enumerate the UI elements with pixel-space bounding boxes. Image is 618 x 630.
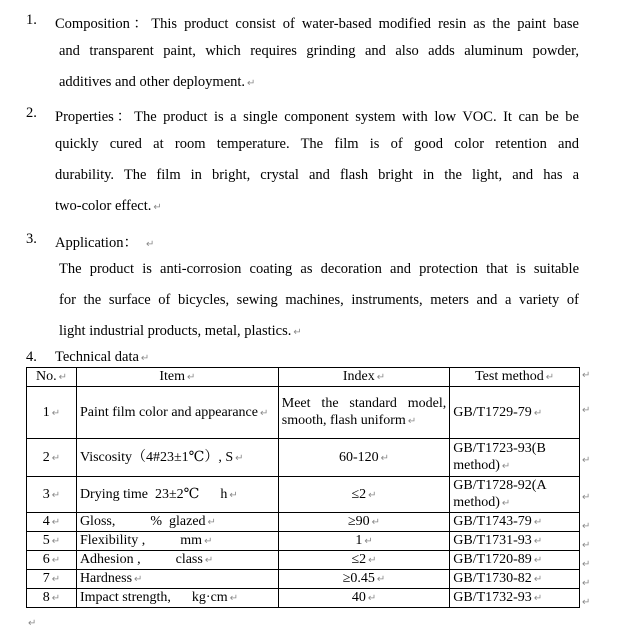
paragraph-line: Technical data ↵	[55, 349, 150, 365]
cell-mark-icon: ↵	[533, 574, 543, 585]
header-item: Item ↵	[76, 368, 278, 387]
cell-index: ≤2 ↵	[278, 477, 449, 513]
cell-mark-icon: ↵	[533, 593, 543, 604]
cell-no: 8 ↵	[27, 589, 77, 608]
cell-index: 1 ↵	[278, 532, 449, 551]
table-row	[27, 551, 580, 570]
cell-mark-icon: ↵	[51, 574, 61, 585]
row-end-mark-icon: ↵	[582, 405, 591, 416]
cell-no: 7 ↵	[27, 570, 77, 589]
cell-mark-icon: ↵	[533, 536, 543, 547]
cell-item: Flexibility , mm ↵	[76, 532, 278, 551]
cell-mark-icon: ↵	[407, 416, 417, 427]
cell-mark-icon: ↵	[368, 555, 377, 566]
cell-mark-icon: ↵	[371, 517, 381, 528]
cell-mark-icon: ↵	[376, 372, 386, 383]
cell-test-method: GB/T1731-93 ↵	[450, 532, 580, 551]
header-no: No. ↵	[27, 368, 77, 387]
table-row	[27, 570, 580, 589]
cell-mark-icon: ↵	[229, 593, 239, 604]
cell-test-method: GB/T1743-79 ↵	[450, 513, 580, 532]
cell-mark-icon: ↵	[367, 593, 377, 604]
paragraph-line: for the surface of bicycles, sewing machines, instruments, meters and a variety of	[59, 292, 579, 308]
cell-no: 3 ↵	[27, 477, 77, 513]
paragraph-mark-icon: ↵	[145, 239, 155, 250]
table-row	[27, 589, 580, 608]
cell-mark-icon: ↵	[51, 517, 61, 528]
cell-item: Viscosity（4#23±1℃）, S ↵	[76, 439, 278, 477]
cell-mark-icon: ↵	[204, 555, 214, 566]
cell-mark-icon: ↵	[207, 517, 216, 528]
cell-test-method: GB/T1729-79 ↵	[450, 387, 580, 439]
cell-index: ≥0.45 ↵	[278, 570, 449, 589]
cell-mark-icon: ↵	[501, 498, 511, 509]
cell-mark-icon: ↵	[364, 536, 373, 547]
cell-mark-icon: ↵	[533, 517, 543, 528]
cell-mark-icon: ↵	[533, 555, 543, 566]
cell-test-method: GB/T1732-93 ↵	[450, 589, 580, 608]
paragraph-line: two-color effect. ↵	[55, 198, 162, 214]
cell-test-method: GB/T1728-92(A method) ↵	[450, 477, 580, 513]
cell-mark-icon: ↵	[376, 574, 386, 585]
cell-index: ≥90 ↵	[278, 513, 449, 532]
technical-data-table	[26, 367, 580, 608]
row-end-mark-icon: ↵	[582, 521, 591, 532]
row-end-mark-icon: ↵	[582, 370, 591, 381]
cell-mark-icon: ↵	[545, 372, 555, 383]
row-end-mark-icon: ↵	[582, 597, 591, 608]
table-row	[27, 532, 580, 551]
cell-mark-icon: ↵	[134, 574, 143, 585]
cell-item: Hardness ↵	[76, 570, 278, 589]
paragraph-line: The product is anti-corrosion coating as decoration and protection that is suitable	[59, 261, 579, 277]
cell-item: Adhesion , class ↵	[76, 551, 278, 570]
cell-item: Drying time 23±2℃ h ↵	[76, 477, 278, 513]
cell-test-method: GB/T1730-82 ↵	[450, 570, 580, 589]
cell-item: Paint film color and appearance ↵	[76, 387, 278, 439]
paragraph-line: Composition：This product consist of water-based modified resin as the paint base	[55, 16, 579, 32]
paragraph-line: durability. The film in bright, crystal and flash bright in the light, and has a	[55, 167, 579, 183]
cell-mark-icon: ↵	[51, 536, 61, 547]
paragraph-mark-icon: ↵	[293, 327, 302, 338]
paragraph-line: additives and other deployment. ↵	[59, 74, 256, 90]
paragraph-mark-icon: ↵	[28, 618, 37, 629]
cell-item: Impact strength, kg·cm ↵	[76, 589, 278, 608]
cell-index: Meet the standard model, smooth, flash uniform ↵	[278, 387, 449, 439]
section-number: 2.	[26, 105, 37, 121]
paragraph-mark-icon: ↵	[140, 353, 150, 364]
cell-mark-icon: ↵	[204, 536, 213, 547]
table-row	[27, 439, 580, 477]
paragraph-line: quickly cured at room temperature. The film is of good color retention and	[55, 136, 579, 152]
section-number: 1.	[26, 12, 37, 28]
row-end-mark-icon: ↵	[582, 455, 591, 466]
cell-item: Gloss, % glazed ↵	[76, 513, 278, 532]
row-end-mark-icon: ↵	[582, 578, 591, 589]
cell-mark-icon: ↵	[58, 372, 67, 383]
row-end-mark-icon: ↵	[582, 559, 591, 570]
table-row	[27, 477, 580, 513]
cell-no: 4 ↵	[27, 513, 77, 532]
cell-mark-icon: ↵	[229, 489, 238, 501]
cell-mark-icon: ↵	[51, 555, 61, 566]
cell-mark-icon: ↵	[235, 452, 244, 464]
paragraph-line: light industrial products, metal, plastics. ↵	[59, 323, 302, 339]
section-number: 4.	[26, 349, 37, 365]
cell-index: ≤2 ↵	[278, 551, 449, 570]
cell-test-method: GB/T1723-93(B method) ↵	[450, 439, 580, 477]
cell-mark-icon: ↵	[533, 407, 543, 419]
cell-mark-icon: ↵	[51, 452, 61, 464]
cell-mark-icon: ↵	[380, 452, 390, 464]
paragraph-line: Application： ↵	[55, 235, 155, 251]
cell-no: 5 ↵	[27, 532, 77, 551]
cell-index: 60-120 ↵	[278, 439, 449, 477]
header-index: Index ↵	[278, 368, 449, 387]
paragraph-line: Properties：The product is a single component system with low VOC. It can be be	[55, 109, 579, 125]
section-number: 3.	[26, 231, 37, 247]
header-test-method: Test method ↵	[450, 368, 580, 387]
cell-index: 40 ↵	[278, 589, 449, 608]
paragraph-mark-icon: ↵	[247, 78, 256, 89]
table-row	[27, 387, 580, 439]
cell-mark-icon: ↵	[51, 407, 61, 419]
table-header-row	[27, 368, 580, 387]
row-end-mark-icon: ↵	[582, 492, 591, 503]
cell-mark-icon: ↵	[259, 407, 269, 419]
cell-no: 1 ↵	[27, 387, 77, 439]
cell-test-method: GB/T1720-89 ↵	[450, 551, 580, 570]
cell-mark-icon: ↵	[51, 593, 61, 604]
paragraph-mark-icon: ↵	[153, 202, 162, 213]
cell-mark-icon: ↵	[368, 489, 377, 501]
cell-no: 2 ↵	[27, 439, 77, 477]
paragraph-line: and transparent paint, which requires grinding and also adds aluminum powder,	[59, 43, 579, 59]
cell-mark-icon: ↵	[51, 489, 61, 501]
table-row	[27, 513, 580, 532]
cell-mark-icon: ↵	[501, 461, 511, 472]
cell-no: 6 ↵	[27, 551, 77, 570]
row-end-mark-icon: ↵	[582, 540, 591, 551]
cell-mark-icon: ↵	[186, 372, 196, 383]
